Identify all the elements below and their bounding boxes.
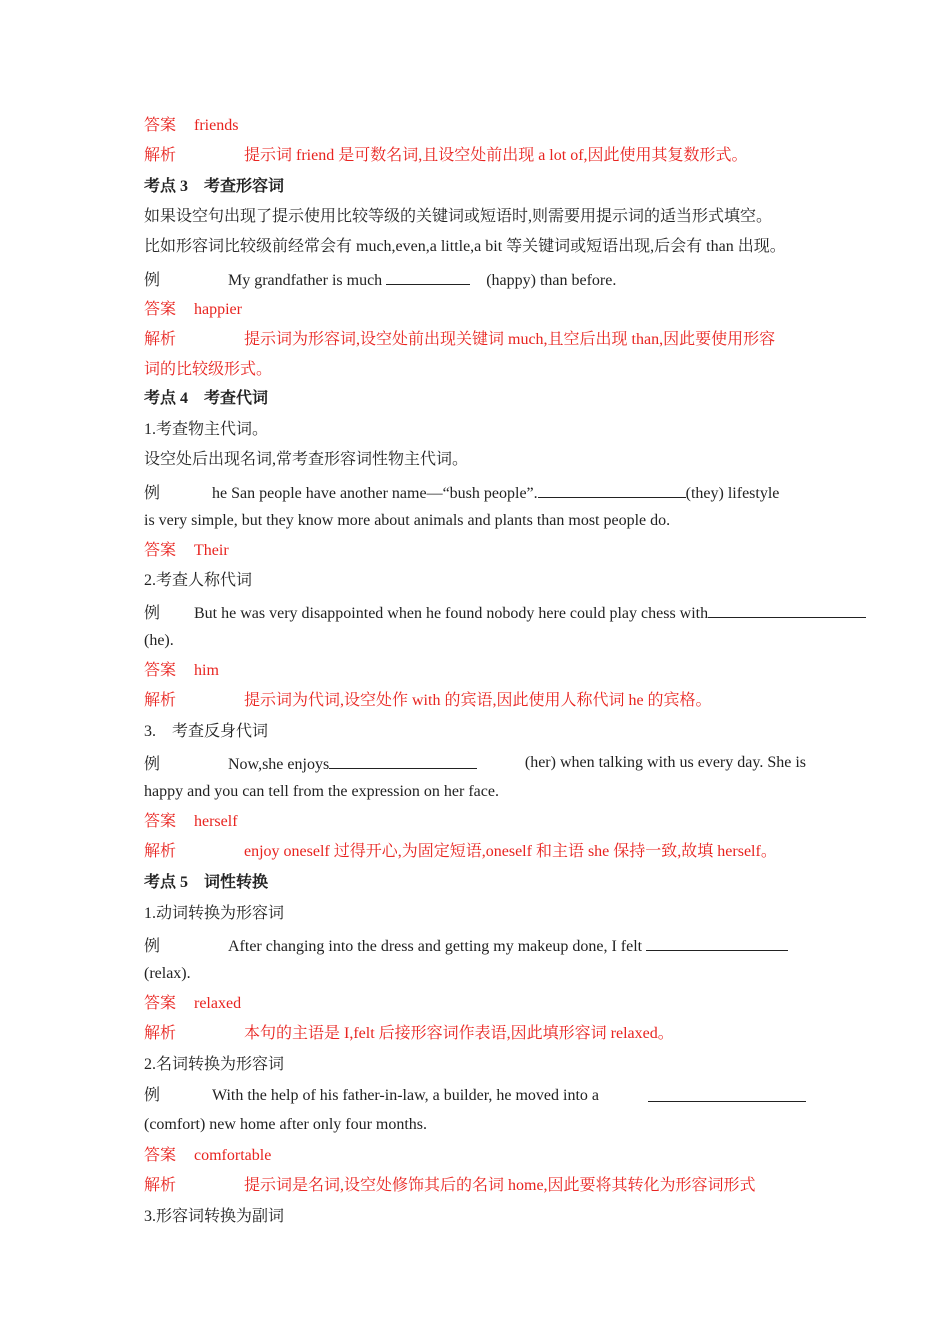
answer-label: 答案 — [144, 662, 177, 679]
answer-line-7 — [144, 1146, 271, 1166]
example-label: 例 — [144, 938, 161, 955]
paragraph-text: 比如形容词比较级前经常会有 much,even,a little,a bit 等关键词或短语出现,后会有 than 出现。 — [144, 238, 786, 255]
analysis-line-2 — [144, 330, 775, 350]
answer-text: herself — [194, 813, 238, 830]
example-hint: (they) lifestyle — [685, 485, 780, 502]
example-line-3 — [144, 602, 866, 624]
section-heading-5: 考点 5 词性转换 — [144, 874, 269, 891]
analysis-text: enjoy oneself 过得开心,为固定短语,oneself 和主语 she 保持一致,故填 herself。 — [244, 843, 777, 860]
fill-blank[interactable] — [708, 602, 866, 618]
answer-label: 答案 — [144, 542, 177, 559]
example-line-6 — [144, 1086, 806, 1106]
example-continuation: (relax). — [144, 965, 191, 982]
example-label: 例 — [144, 272, 161, 289]
fill-blank[interactable] — [538, 482, 686, 498]
answer-text: him — [194, 662, 219, 679]
subsection-heading: 1.动词转换为形容词 — [144, 905, 285, 922]
answer-line-1 — [144, 116, 238, 136]
answer-text: comfortable — [194, 1147, 272, 1164]
subsection-heading: 2.考查人称代词 — [144, 572, 253, 589]
answer-label: 答案 — [144, 1147, 177, 1164]
analysis-label: 解析 — [144, 692, 177, 709]
subsection-heading: 2.名词转换为形容词 — [144, 1056, 285, 1073]
analysis-text: 提示词为代词,设空处作 with 的宾语,因此使用人称代词 he 的宾格。 — [244, 692, 712, 709]
paragraph-text: 如果设空句出现了提示使用比较等级的关键词或短语时,则需要用提示词的适当形式填空。 — [144, 208, 773, 225]
analysis-text: 提示词是名词,设空处修饰其后的名词 home,因此要将其转化为形容词形式 — [244, 1177, 756, 1194]
example-hint: (her) when talking with us every day. She is — [524, 754, 806, 771]
fill-blank[interactable] — [329, 753, 477, 769]
analysis-label: 解析 — [144, 843, 177, 860]
example-text: After changing into the dress and getting my makeup done, I felt — [228, 938, 643, 955]
example-line-1 — [144, 269, 616, 291]
analysis-line-5 — [144, 842, 777, 862]
answer-label: 答案 — [144, 117, 177, 134]
answer-line-6 — [144, 994, 241, 1014]
subsection-heading: 1.考查物主代词。 — [144, 421, 269, 438]
example-label: 例 — [144, 485, 161, 502]
fill-blank[interactable] — [648, 1086, 806, 1102]
fill-blank[interactable] — [646, 935, 788, 951]
example-text: With the help of his father-in-law, a builder, he moved into a — [212, 1087, 600, 1104]
analysis-line-1 — [144, 146, 748, 166]
example-line-5 — [144, 935, 788, 957]
subsection-heading: 3. 考查反身代词 — [144, 723, 269, 740]
analysis-label: 解析 — [144, 147, 177, 164]
analysis-line-6 — [144, 1024, 674, 1044]
answer-label: 答案 — [144, 301, 177, 318]
analysis-text: 本句的主语是 I,felt 后接形容词作表语,因此填形容词 relaxed。 — [244, 1025, 674, 1042]
example-continuation: (he). — [144, 632, 174, 649]
answer-text: friends — [194, 117, 239, 134]
answer-line-4 — [144, 661, 219, 681]
example-hint: (happy) than before. — [486, 272, 617, 289]
analysis-line-7 — [144, 1176, 756, 1196]
example-label: 例 — [144, 1087, 161, 1104]
example-continuation: is very simple, but they know more about animals and plants than most people do. — [144, 512, 671, 529]
example-text: Now,she enjoys — [228, 756, 330, 773]
answer-text: relaxed — [194, 995, 242, 1012]
answer-text: Their — [194, 542, 229, 559]
analysis-label: 解析 — [144, 331, 177, 348]
answer-line-3 — [144, 541, 229, 561]
example-line-2 — [144, 482, 779, 504]
example-text: My grandfather is much — [228, 272, 383, 289]
example-label: 例 — [144, 605, 161, 622]
analysis-text: 提示词为形容词,设空处前出现关键词 much,且空后出现 than,因此要使用形容 — [244, 331, 776, 348]
answer-label: 答案 — [144, 995, 177, 1012]
example-text: he San people have another name—“bush people”. — [212, 485, 538, 502]
section-heading-3: 考点 3 考查形容词 — [144, 178, 285, 195]
example-line-4 — [144, 753, 806, 775]
example-continuation: (comfort) new home after only four months. — [144, 1116, 428, 1133]
answer-line-2 — [144, 300, 242, 320]
answer-text: happier — [194, 301, 242, 318]
analysis-label: 解析 — [144, 1025, 177, 1042]
subsection-heading: 3.形容词转换为副词 — [144, 1208, 285, 1225]
answer-label: 答案 — [144, 813, 177, 830]
paragraph-text: 设空处后出现名词,常考查形容词性物主代词。 — [144, 451, 469, 468]
answer-line-5 — [144, 812, 238, 832]
fill-blank[interactable] — [386, 269, 470, 285]
example-label: 例 — [144, 756, 161, 773]
analysis-text: 提示词 friend 是可数名词,且设空处前出现 a lot of,因此使用其复数形式。 — [244, 147, 748, 164]
section-heading-4: 考点 4 考查代词 — [144, 390, 269, 407]
example-continuation: happy and you can tell from the expression on her face. — [144, 783, 499, 800]
analysis-label: 解析 — [144, 1177, 177, 1194]
example-text: But he was very disappointed when he found nobody here could play chess with — [194, 605, 709, 622]
analysis-continuation: 词的比较级形式。 — [144, 361, 273, 378]
analysis-line-4 — [144, 691, 712, 711]
